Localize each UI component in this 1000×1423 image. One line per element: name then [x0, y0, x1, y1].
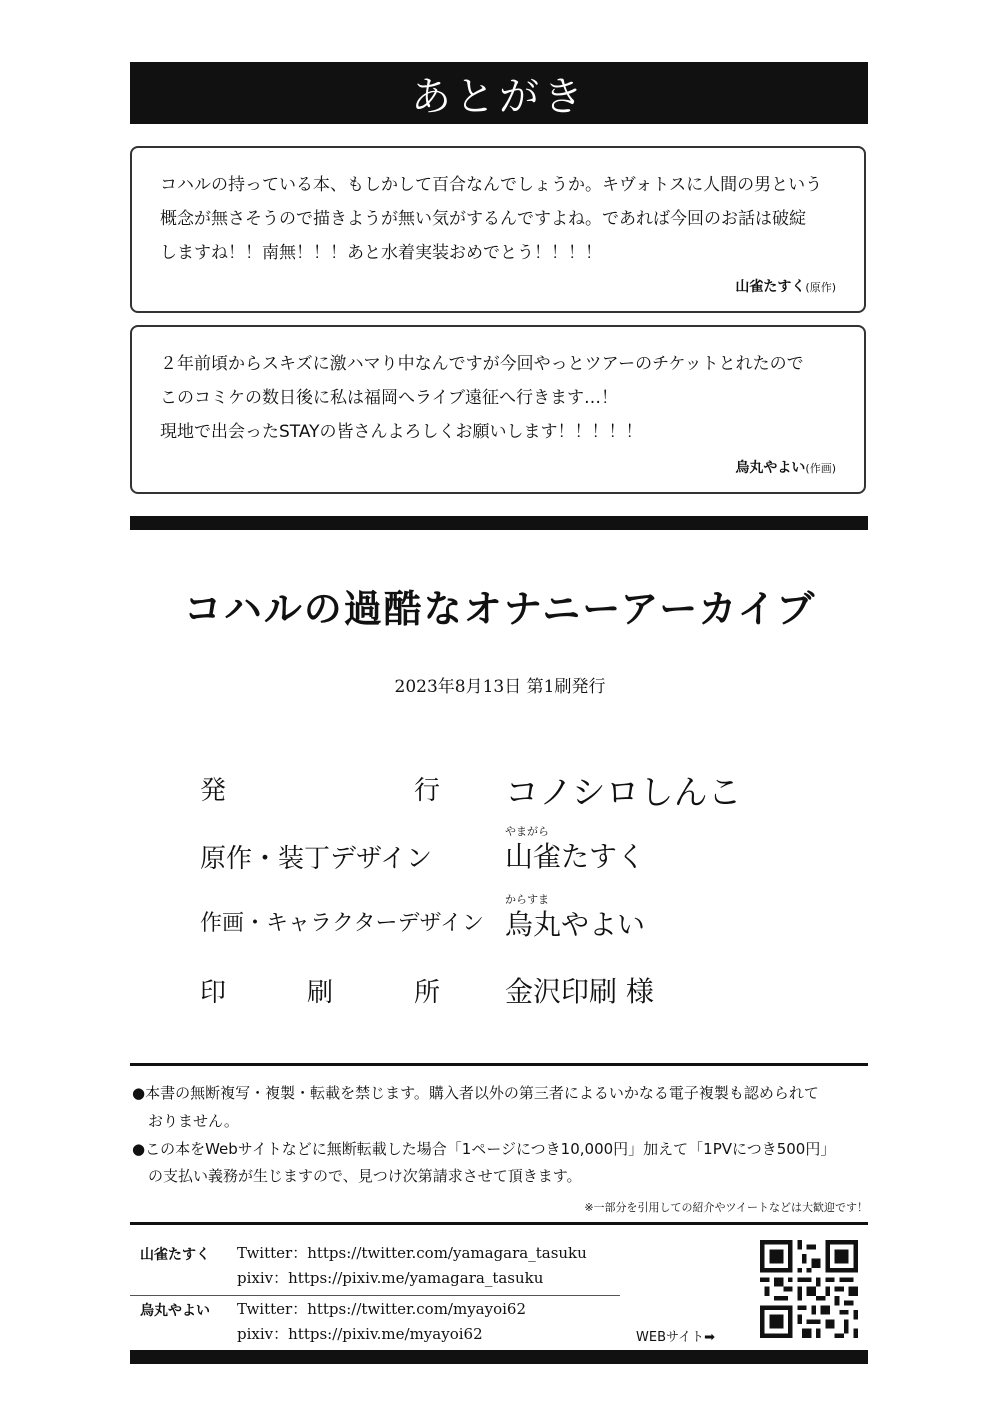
sns-divider	[130, 1295, 620, 1296]
notice-divider	[130, 1063, 868, 1066]
pixiv-link-tasuku[interactable]: pixiv：https://pixiv.me/yamagara_tasuku	[237, 1269, 544, 1287]
afterword-note-yayoi	[130, 325, 866, 494]
credit-value-original: 山雀たすく	[505, 840, 646, 873]
publication-date: 2023年8月13日 第1刷発行	[394, 677, 606, 697]
afterword-heading-text: あとがき	[411, 73, 587, 120]
credit-value-artist: 烏丸やよい	[505, 908, 646, 941]
note-line: 現地で出会ったSTAYの皆さんよろしくお願いします！！！！！	[160, 422, 643, 442]
note-line: ２年前頃からスキズに激ハマり中なんですが今回やっとツアーのチケットとれたので	[160, 354, 804, 374]
web-site-label: WEBサイト➡	[636, 1330, 715, 1345]
credit-label-publisher	[200, 770, 440, 807]
quote-welcome-note: ※一部分を引用しての紹介やツイートなどは大歓迎です！	[584, 1201, 868, 1214]
sns-top-rule	[130, 1222, 868, 1225]
label-char: 所	[413, 978, 440, 1008]
credit-label-printer	[200, 972, 440, 1009]
pixiv-link-yayoi[interactable]: pixiv：https://pixiv.me/myayoi62	[237, 1325, 483, 1343]
label-char: 刷	[306, 978, 333, 1008]
afterword-heading	[130, 62, 868, 124]
twitter-link-yayoi[interactable]: Twitter：https://twitter.com/myayoi62	[237, 1300, 527, 1318]
book-title: コハルの過酷なオナニーアーカイブ	[183, 586, 817, 631]
signature-role: (原作)	[805, 281, 836, 294]
section-divider	[130, 516, 868, 530]
note-line: しますね！！南無！！！あと水着実装おめでとう！！！！	[160, 243, 602, 263]
notice-line: の支払い義務が生じますので、見つけ次第請求させて頂きます。	[148, 1167, 582, 1185]
credit-value-publisher: コノシロしんこ	[505, 773, 742, 813]
qr-code-icon[interactable]	[760, 1240, 858, 1338]
notice-line: ●本書の無断複写・複製・転載を禁じます。購入者以外の第三者によるいかなる電子複製も認められて	[132, 1084, 819, 1102]
sns-name-tasuku: 山雀たすく	[140, 1247, 210, 1263]
credit-label-artist: 作画・キャラクターデザイン	[200, 911, 485, 936]
ruby-yamagara: やまがら	[505, 825, 549, 838]
label-char: 印	[200, 978, 227, 1008]
note-line: 概念が無さそうので描きようが無い気がするんですよね。であれば今回のお話は破綻	[160, 209, 806, 229]
signature-role: (作画)	[805, 462, 836, 475]
note-signature	[735, 276, 836, 296]
label-char: 発	[200, 776, 227, 806]
signature-name: 山雀たすく	[735, 279, 806, 295]
notice-line: おりません。	[148, 1112, 239, 1130]
credit-value-printer: 金沢印刷 様	[505, 975, 654, 1008]
ruby-karasuma: からすま	[505, 893, 549, 906]
notice-line: ●この本をWebサイトなどに無断転載した場合「1ページにつき10,000円」加えて「1PVにつき500円」	[132, 1140, 836, 1158]
sns-name-yayoi: 烏丸やよい	[140, 1303, 210, 1319]
note-line: このコミケの数日後に私は福岡へライブ遠征へ行きます…！	[160, 388, 618, 408]
signature-name: 烏丸やよい	[735, 460, 806, 476]
credit-label-original: 原作・装丁デザイン	[200, 844, 433, 874]
note-line: コハルの持っている本、もしかして百合なんでしょうか。キヴォトスに人間の男という	[160, 175, 823, 195]
label-char: 行	[413, 776, 440, 806]
twitter-link-tasuku[interactable]: Twitter：https://twitter.com/yamagara_tasuku	[237, 1244, 587, 1262]
afterword-note-tasuku	[130, 146, 866, 313]
bottom-rule	[130, 1350, 868, 1364]
note-signature	[735, 457, 836, 477]
